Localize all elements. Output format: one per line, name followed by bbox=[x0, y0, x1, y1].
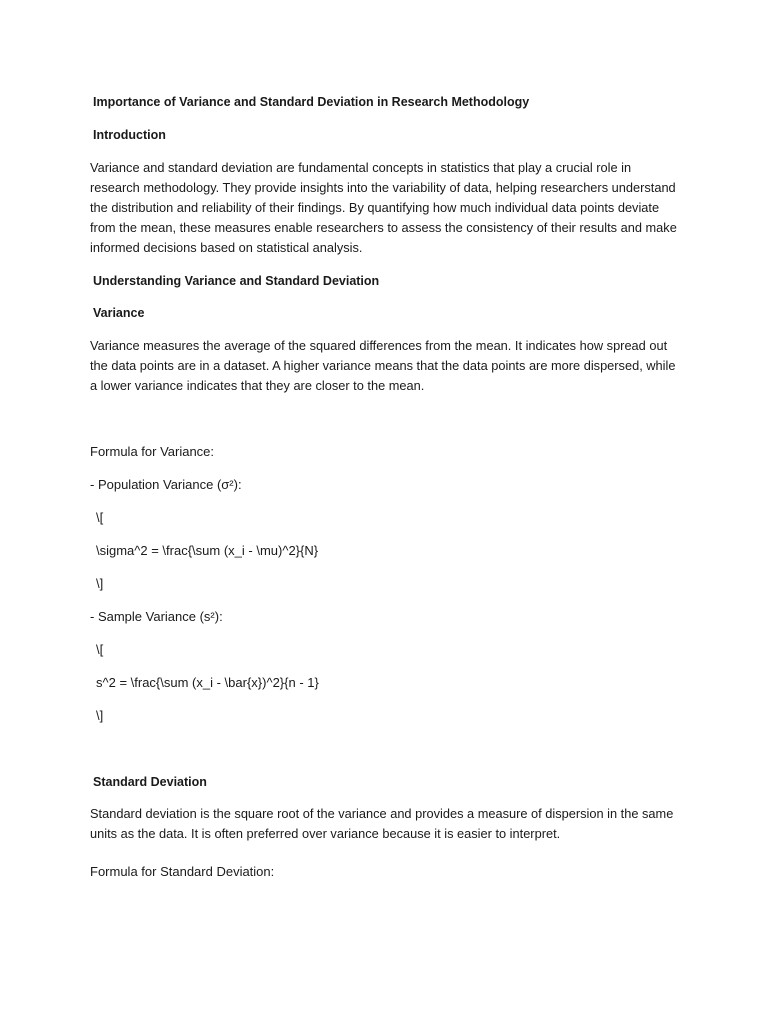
standard-deviation-line: units as the data. It is often preferred over variance because it is easier to interpret. bbox=[90, 826, 561, 841]
variance-line: a lower variance indicates that they are closer to the mean. bbox=[90, 378, 425, 393]
variance-paragraph bbox=[90, 336, 680, 396]
variance-heading: Variance bbox=[93, 306, 145, 320]
introduction-heading: Introduction bbox=[93, 128, 166, 142]
standard-deviation-heading: Standard Deviation bbox=[93, 775, 207, 789]
sample-variance-formula: s^2 = \frac{\sum (x_i - \bar{x})^2}{n - 1} bbox=[96, 675, 319, 690]
population-formula-open: \[ bbox=[96, 510, 104, 525]
introduction-line: Variance and standard deviation are fundamental concepts in statistics that play a crucial role in bbox=[90, 160, 632, 175]
standard-deviation-line: Standard deviation is the square root of the variance and provides a measure of dispersion in the same bbox=[90, 806, 674, 821]
introduction-line: research methodology. They provide insights into the variability of data, helping researchers understand bbox=[90, 180, 676, 195]
population-variance-formula: \sigma^2 = \frac{\sum (x_i - \mu)^2}{N} bbox=[96, 543, 319, 558]
introduction-line: from the mean, these measures enable researchers to assess the consistency of their results and make bbox=[90, 220, 677, 235]
variance-formula-label: Formula for Variance: bbox=[90, 444, 215, 459]
standard-deviation-formula-label: Formula for Standard Deviation: bbox=[90, 864, 275, 879]
variance-line: the data points are in a dataset. A higher variance means that the data points are more dispersed, while bbox=[90, 358, 676, 373]
sample-formula-open: \[ bbox=[96, 642, 104, 657]
introduction-line: the distribution and reliability of their findings. By quantifying how much individual data points deviate bbox=[90, 200, 660, 215]
document-title: Importance of Variance and Standard Deviation in Research Methodology bbox=[93, 95, 530, 109]
variance-line: Variance measures the average of the squared differences from the mean. It indicates how spread out bbox=[90, 338, 668, 353]
sample-formula-close: \] bbox=[96, 708, 104, 723]
understanding-heading: Understanding Variance and Standard Deviation bbox=[93, 274, 380, 288]
population-variance-label: - Population Variance (σ²): bbox=[90, 477, 242, 492]
introduction-paragraph bbox=[90, 158, 680, 258]
introduction-line: informed decisions based on statistical analysis. bbox=[90, 240, 363, 255]
sample-variance-label: - Sample Variance (s²): bbox=[90, 609, 223, 624]
standard-deviation-paragraph bbox=[90, 804, 680, 844]
population-formula-close: \] bbox=[96, 576, 104, 591]
